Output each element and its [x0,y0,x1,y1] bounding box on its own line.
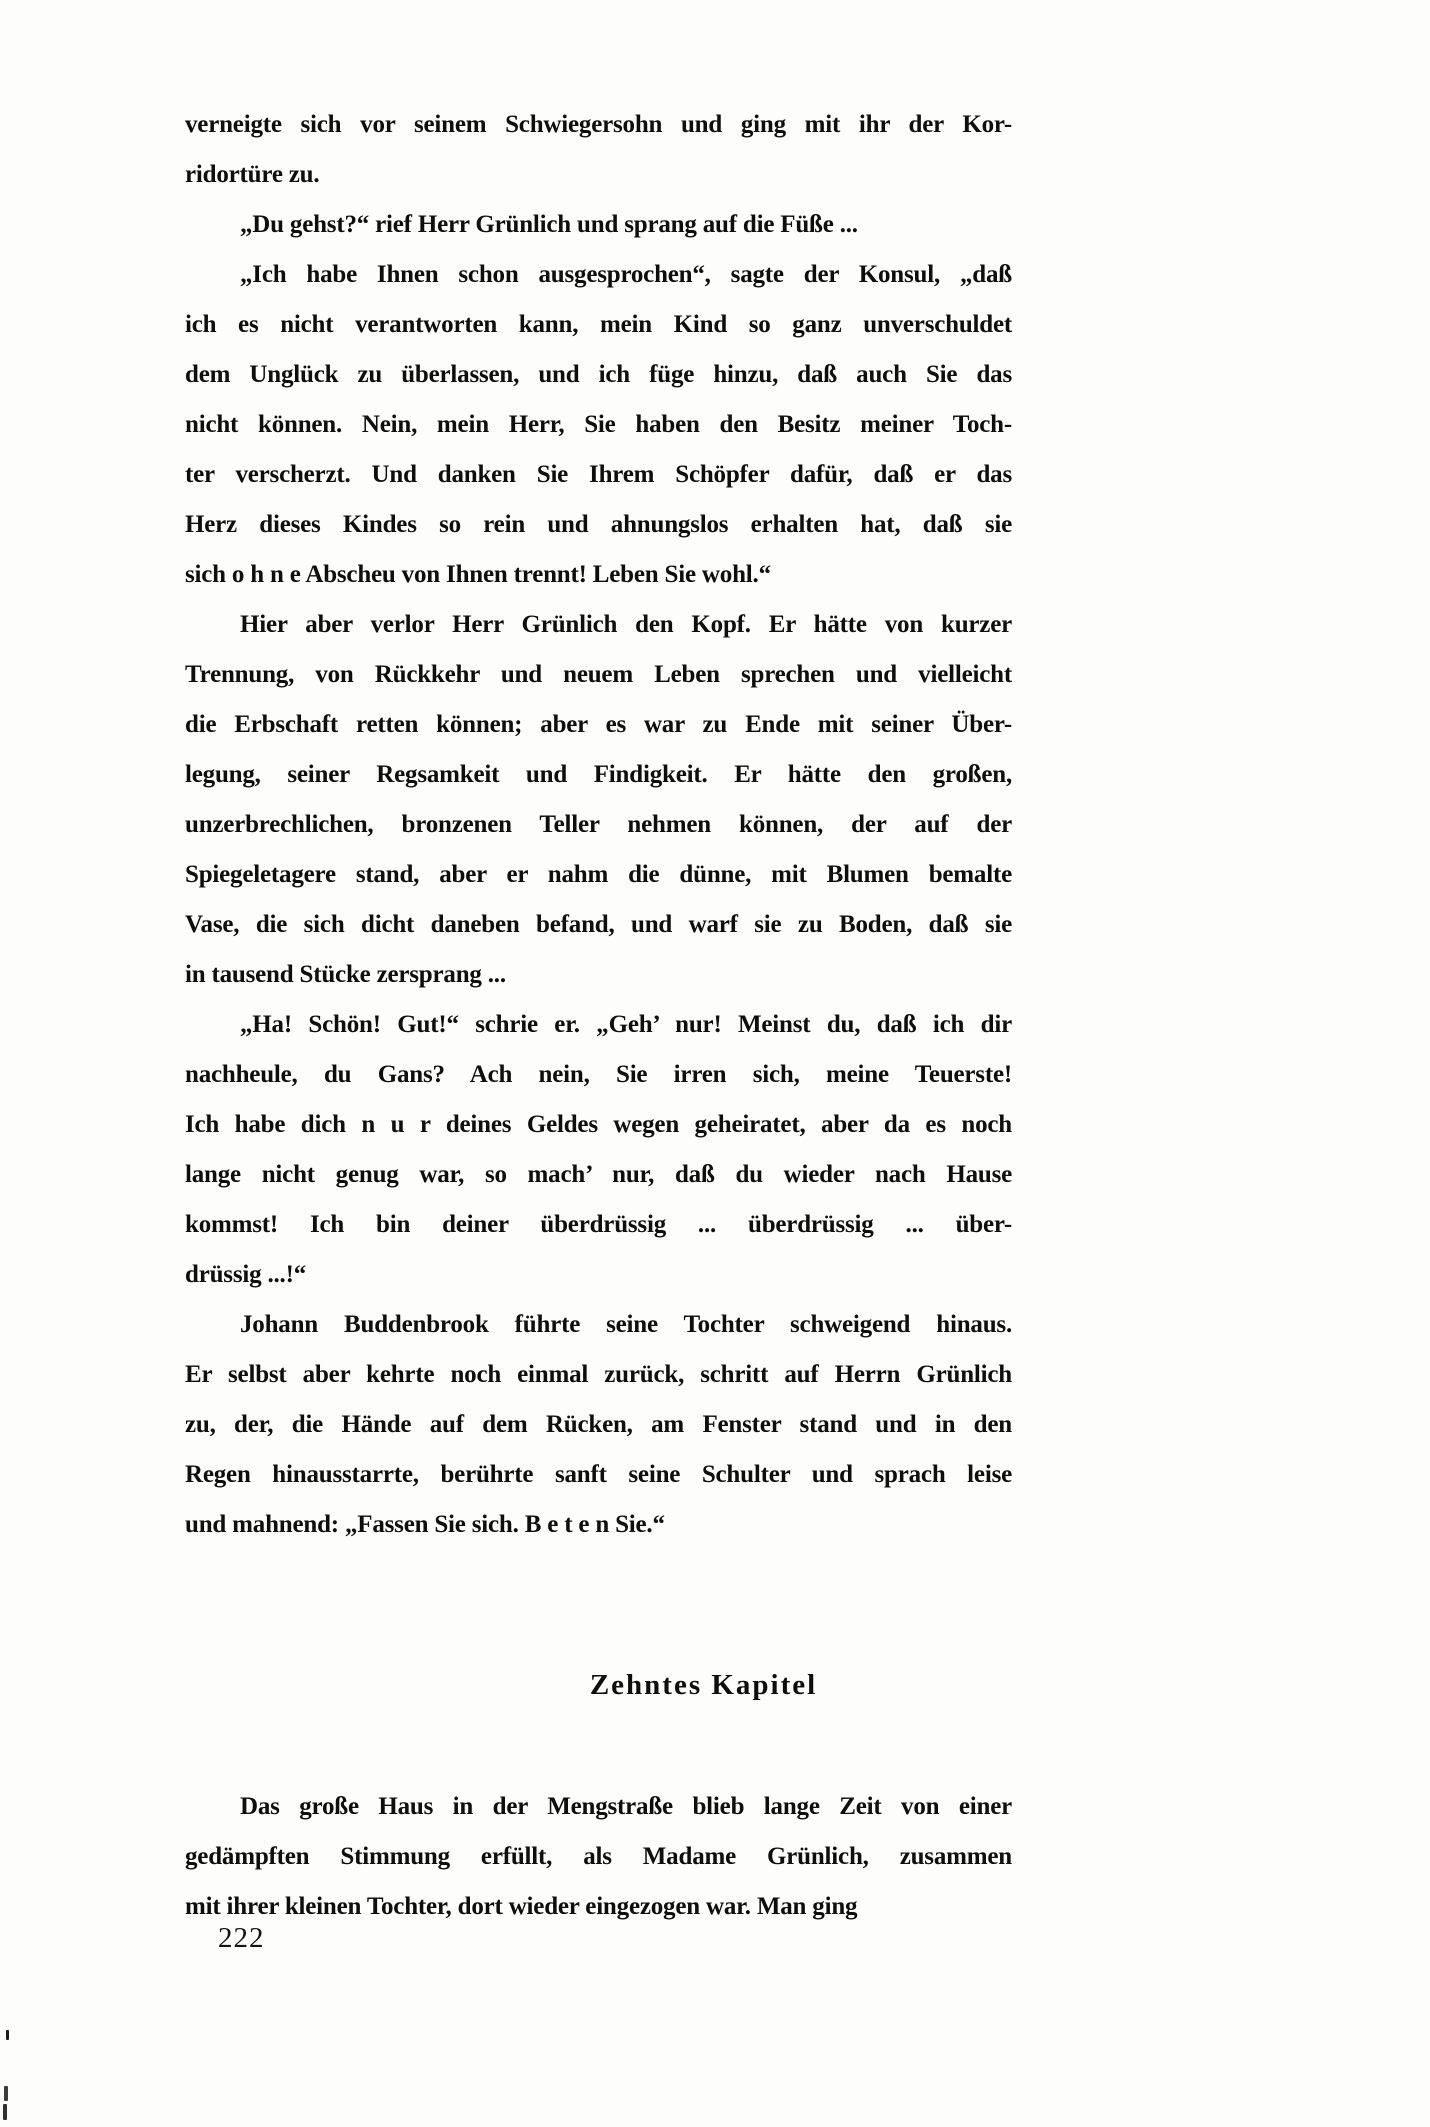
text-line: lange nicht genug war, so mach’ nur, daß du wieder nach Hause [185,1161,1012,1188]
text-line: „Du gehst?“ rief Herr Grünlich und sprang auf die Füße ... [240,211,858,238]
text-line: gedämpften Stimmung erfüllt, als Madame Grünlich, zusammen [185,1843,1012,1870]
text-line: nicht können. Nein, mein Herr, Sie haben den Besitz meiner Toch- [185,411,1012,438]
text-line: zu, der, die Hände auf dem Rücken, am Fenster stand und in den [185,1411,1012,1438]
text-line: unzerbrechlichen, bronzenen Teller nehmen können, der auf der [185,811,1012,838]
text-line: „Ich habe Ihnen schon ausgesprochen“, sagte der Konsul, „daß [240,261,1012,288]
chapter-heading: Zehntes Kapitel [589,1669,818,1701]
text-line: „Ha! Schön! Gut!“ schrie er. „Geh’ nur! Meinst du, daß ich dir [240,1011,1012,1038]
text-line: Trennung, von Rückkehr und neuem Leben sprechen und vielleicht [185,661,1012,688]
text-line: Spiegeletagere stand, aber er nahm die dünne, mit Blumen bemalte [185,861,1012,888]
text-line: Hier aber verlor Herr Grünlich den Kopf. Er hätte von kurzer [240,611,1012,638]
text-line: ridortüre zu. [185,161,320,188]
text-line: sich o h n e Abscheu von Ihnen trennt! Leben Sie wohl.“ [185,561,771,588]
text-line: die Erbschaft retten können; aber es war zu Ende mit seiner Über- [185,711,1012,738]
scan-speck [4,2086,8,2101]
text-line: Johann Buddenbrook führte seine Tochter schweigend hinaus. [240,1311,1012,1338]
text-line: mit ihrer kleinen Tochter, dort wieder eingezogen war. Man ging [185,1893,858,1920]
text-line: in tausend Stücke zersprang ... [185,961,506,988]
text-line: dem Unglück zu überlassen, und ich füge hinzu, daß auch Sie das [185,361,1012,388]
text-line: und mahnend: „Fassen Sie sich. B e t e n Sie.“ [185,1511,665,1538]
text-line: Regen hinausstarrte, berührte sanft seine Schulter und sprach leise [185,1461,1012,1488]
scan-speck [6,2030,9,2040]
text-line: legung, seiner Regsamkeit und Findigkeit. Er hätte den großen, [185,761,1012,788]
text-line: Das große Haus in der Mengstraße blieb lange Zeit von einer [240,1793,1012,1820]
text-line: verneigte sich vor seinem Schwiegersohn und ging mit ihr der Kor- [185,111,1012,138]
text-line: drüssig ...!“ [185,1261,307,1288]
text-line: kommst! Ich bin deiner überdrüssig ... überdrüssig ... über- [185,1211,1012,1238]
text-line: nachheule, du Gans? Ach nein, Sie irren sich, meine Teuerste! [185,1061,1012,1088]
text-line: Er selbst aber kehrte noch einmal zurück, schritt auf Herrn Grünlich [185,1361,1012,1388]
text-line: Herz dieses Kindes so rein und ahnungslos erhalten hat, daß sie [185,511,1012,538]
page-number: 222 [218,1922,265,1954]
text-line: ter verscherzt. Und danken Sie Ihrem Schöpfer dafür, daß er das [185,461,1012,488]
text-line: Vase, die sich dicht daneben befand, und warf sie zu Boden, daß sie [185,911,1012,938]
text-line: ich es nicht verantworten kann, mein Kind so ganz unverschuldet [185,311,1012,338]
text-line: Ich habe dich n u r deines Geldes wegen geheiratet, aber da es noch [185,1111,1012,1138]
scan-speck [3,2104,7,2120]
text-block [185,100,1012,1932]
